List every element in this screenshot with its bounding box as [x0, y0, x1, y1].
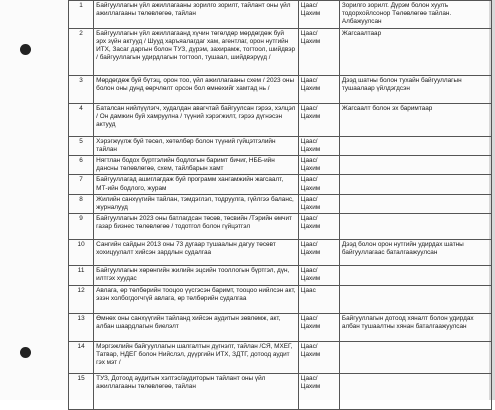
table-row	[69, 214, 492, 240]
row-note	[339, 341, 491, 373]
row-note: Жагсаалт болон эх баримтаар	[339, 103, 491, 136]
row-task-description: Байгууллагын үйл ажиллагаанд хүчин төгөлдөр мөрдөгдөж буй эрх зүйн актууд / Шууд харъяалагдаг хам, агентлаг, орон нутгийн ИТХ, Засаг даргын болон ТУЗ, дүрэм, захирамж, тогтоол, шийдвэр / байгууллагын удирдлагын тогтоол, тушаал, шийдвэрүүд /	[94, 28, 298, 75]
table-row	[69, 156, 492, 175]
punch-hole-bottom	[20, 347, 31, 358]
row-task-description: Байгууллагын үйл ажиллагааны зорилго зорилт, тайлант оны үйл ажиллагааны төлөвлөгөө, тайлан	[94, 1, 298, 29]
punch-hole-top	[20, 44, 31, 55]
row-task-description: Жилийн санхүүгийн тайлан, тэмдэглэл, тодруулга, гүйлгээ баланс, журналууд	[94, 194, 298, 213]
row-note	[339, 266, 491, 285]
row-number: 15	[69, 373, 94, 409]
row-number: 3	[69, 75, 94, 103]
row-format: Цаас	[298, 285, 339, 313]
row-task-description: Өмнөх оны санхүүгийн тайланд хийсэн аудитын зөвлөмж, акт, албан шаардлагын биелэлт	[94, 313, 298, 341]
row-note: Дээд болон орон нутгийн удирдах шатны байгууллагаас баталгаажуулсан	[339, 240, 491, 266]
row-note: Жагсаалтаар	[339, 28, 491, 75]
row-format: Цаас/ Цахим	[298, 313, 339, 341]
row-task-description: Баталсан нийлүүлэгч, худалдан авагчтай байгуулсан гэрээ, хэлцэл / Он дамжин буй хамруулна / түүний хэрэгжилт, гэрээ дүгнэсэн актууд	[94, 103, 298, 136]
table-row	[69, 28, 492, 75]
row-note: Зорилго зорилт. Дүрэм болон хуулъ тодорхойлсонор Төлөвлөгөө тайлан. Албажуулсан	[339, 1, 491, 29]
row-format: Цаас/ Цахим	[298, 103, 339, 136]
row-number: 12	[69, 285, 94, 313]
row-format: Цаас/ Цахим	[298, 28, 339, 75]
table-row	[69, 103, 492, 136]
row-task-description: ТУЗ, Дотоод аудитын хэлтэс/аудиторын тайлант оны үйл ажиллагааны төлөвлөгөө, тайлан	[94, 373, 298, 409]
table-row	[69, 313, 492, 341]
row-format: Цаас/ Цахим	[298, 136, 339, 155]
row-note	[339, 194, 491, 213]
table-row	[69, 136, 492, 155]
row-format: Цаас/ Цахим	[298, 175, 339, 194]
row-format: Цаас/ Цахим	[298, 1, 339, 29]
row-task-description: Мөрдөгдөж буй бүтэц, орон тоо, үйл ажиллагааны схем / 2023 оны болон оны дунд өөрчлөлт орсон бол өмнөхийг хамтад нь /	[94, 75, 298, 103]
row-task-description: Мэргэжлийн байгууллагын шалгалтын дүгнэлт, тайлан /СЯ, МХЕГ, Татвар, НДЕГ болон Нийслэл, дүүргийн ИТХ, ЗДТГ, дотоод аудит гэх мэт /	[94, 341, 298, 373]
table-row	[69, 75, 492, 103]
row-number: 9	[69, 214, 94, 240]
table-row	[69, 240, 492, 266]
row-number: 8	[69, 194, 94, 213]
row-task-description: Байгууллагад ашиглагдаж буй программ хангамжийн жагсаалт, МТ-ийн бодлого, журам	[94, 175, 298, 194]
row-format: Цаас/ Цахим	[298, 214, 339, 240]
row-format: Цаас/ Цахим	[298, 266, 339, 285]
row-format: Цаас/ Цахим	[298, 373, 339, 409]
row-task-description: Сангийн сайдын 2013 оны 73 дугаар тушаалын дагуу төсөвт хохицуулалт хийсэн зардлын судалгаа	[94, 240, 298, 266]
table-row	[69, 266, 492, 285]
row-task-description: Байгууллагын 2023 оны батлагдсан төсөв, төсвийн /Тэрийн өмчит газар бизнес төлөвлөгөө / тодотгол болон гүйцэтгэл	[94, 214, 298, 240]
row-number: 1	[69, 1, 94, 29]
row-note	[339, 136, 491, 155]
document-table	[68, 0, 492, 410]
row-number: 11	[69, 266, 94, 285]
row-task-description: Нягтлан бодох бүртгэлийн бодлогын баримт бичиг, НББ-ийн дансны төлөвлөгөө, схем, тайлбарын хамт	[94, 156, 298, 175]
row-number: 14	[69, 341, 94, 373]
row-number: 2	[69, 28, 94, 75]
row-format: Цаас/ Цахим	[298, 156, 339, 175]
row-number: 7	[69, 175, 94, 194]
row-number: 13	[69, 313, 94, 341]
row-task-description: Байгууллагын хөрөнгийн жилийн эцсийн тооллогын бүртгэл, дүн, илтгэх хуудас	[94, 266, 298, 285]
row-note	[339, 373, 491, 409]
row-format: Цаас/ Цахим	[298, 341, 339, 373]
row-format: Цаас/ Цахим	[298, 240, 339, 266]
row-number: 10	[69, 240, 94, 266]
row-format: Цаас/ Цахим	[298, 194, 339, 213]
table-row	[69, 175, 492, 194]
row-note	[339, 156, 491, 175]
row-note: Дээд шатны болон тухайн байгууллагын тушаалаар үйлдэгдсэн	[339, 75, 491, 103]
row-format: Цаас/ Цахим	[298, 75, 339, 103]
table-row	[69, 341, 492, 373]
row-note: Байгууллагын дотоод хяналт болон удирдах албан тушаалтны хянан баталгаажуулсан	[339, 313, 491, 341]
row-note	[339, 175, 491, 194]
row-number: 4	[69, 103, 94, 136]
row-note	[339, 285, 491, 313]
table-row	[69, 285, 492, 313]
row-number: 5	[69, 136, 94, 155]
table-row	[69, 1, 492, 29]
row-task-description: Авлага, өр төлбөрийн тооцоо үүсгэсэн баримт, тооцоо нийлсэн акт, эзэн холбогдогчгүй авлага, өр төлбөрийн судалгаа	[94, 285, 298, 313]
row-number: 6	[69, 156, 94, 175]
row-task-description: Хэрэгжүүлж буй төсөл, хөтөлбөр болон түүний гүйцэтгэлийн тайлан	[94, 136, 298, 155]
row-note	[339, 214, 491, 240]
table-row	[69, 194, 492, 213]
table-row	[69, 373, 492, 409]
